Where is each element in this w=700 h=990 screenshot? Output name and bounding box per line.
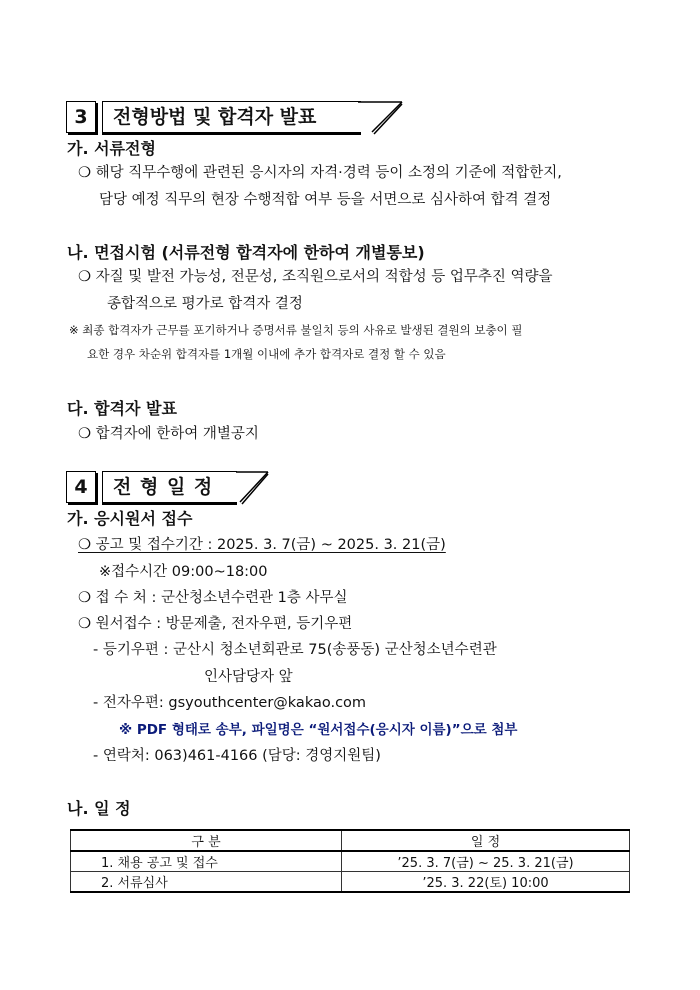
interview-note-line-1: ※ 최종 합격자가 근무를 포기하거나 증명서류 불일치 등의 사유로 발생된 결원의 보충이 필 (69, 323, 523, 337)
heading-application: 가. 응시원서 접수 (67, 509, 193, 528)
registered-mail-line-1: - 등기우편 : 군산시 청소년회관로 75(송풍동) 군산청소년수련관 (93, 642, 497, 658)
title-slant-decoration (236, 471, 276, 505)
heading-document-screening: 가. 서류전형 (67, 139, 156, 158)
table-row (71, 851, 630, 872)
heading-schedule: 나. 일 정 (67, 799, 131, 818)
document-screening-line-2: 담당 예정 직무의 현장 수행적합 여부 등을 서면으로 심사하여 합격 결정 (99, 192, 552, 208)
table-cell: ’25. 3. 7(금) ~ 25. 3. 21(금) (342, 851, 630, 872)
section-number: 3 (66, 101, 96, 133)
table-cell: 2. 서류심사 (71, 872, 342, 893)
announcement-line: ❍ 합격자에 한하여 개별공지 (78, 426, 259, 442)
table-row (71, 872, 630, 893)
section-title: 전 형 일 정 (102, 471, 237, 503)
section-4-header (66, 471, 276, 503)
heading-interview: 나. 면접시험 (서류전형 합격자에 한하여 개별통보) (67, 243, 425, 262)
section-number: 4 (66, 471, 96, 503)
interview-line-1: ❍ 자질 및 발전 가능성, 전문성, 조직원으로서의 적합성 등 업무추진 역량을 (78, 269, 553, 285)
email-line: - 전자우편: gsyouthcenter@kakao.com (93, 695, 367, 711)
email-note: ※ PDF 형태로 송부, 파일명은 “원서접수(응시자 이름)”으로 첨부 (119, 722, 518, 738)
application-period: ❍ 공고 및 접수기간 : 2025. 3. 7(금) ~ 2025. 3. 21(금) (78, 537, 446, 553)
schedule-table (70, 829, 630, 893)
table-header-row (71, 830, 630, 851)
interview-line-2: 종합적으로 평가로 합격자 결정 (107, 296, 303, 312)
registered-mail-line-2: 인사담당자 앞 (204, 669, 293, 685)
table-cell: 1. 채용 공고 및 접수 (71, 851, 342, 872)
section-title: 전형방법 및 합격자 발표 (102, 101, 361, 133)
title-slant-decoration (358, 101, 406, 135)
document-screening-line-1: ❍ 해당 직무수행에 관련된 응시자의 자격·경력 등이 소정의 기준에 적합한지, (78, 165, 562, 181)
table-header: 일 정 (342, 830, 630, 851)
contact-line: - 연락처: 063)461-4166 (담당: 경영지원팀) (93, 748, 381, 764)
table-cell: ’25. 3. 22(토) 10:00 (342, 872, 630, 893)
interview-note-line-2: 요한 경우 차순위 합격자를 1개월 이내에 추가 합격자로 결정 할 수 있음 (87, 347, 446, 361)
table-header: 구 분 (71, 830, 342, 851)
heading-announcement: 다. 합격자 발표 (67, 399, 177, 418)
application-place: ❍ 접 수 처 : 군산청소년수련관 1층 사무실 (78, 590, 348, 606)
application-hours: ※접수시간 09:00~18:00 (99, 564, 268, 580)
section-3-header (66, 101, 406, 133)
application-method: ❍ 원서접수 : 방문제출, 전자우편, 등기우편 (78, 616, 353, 632)
